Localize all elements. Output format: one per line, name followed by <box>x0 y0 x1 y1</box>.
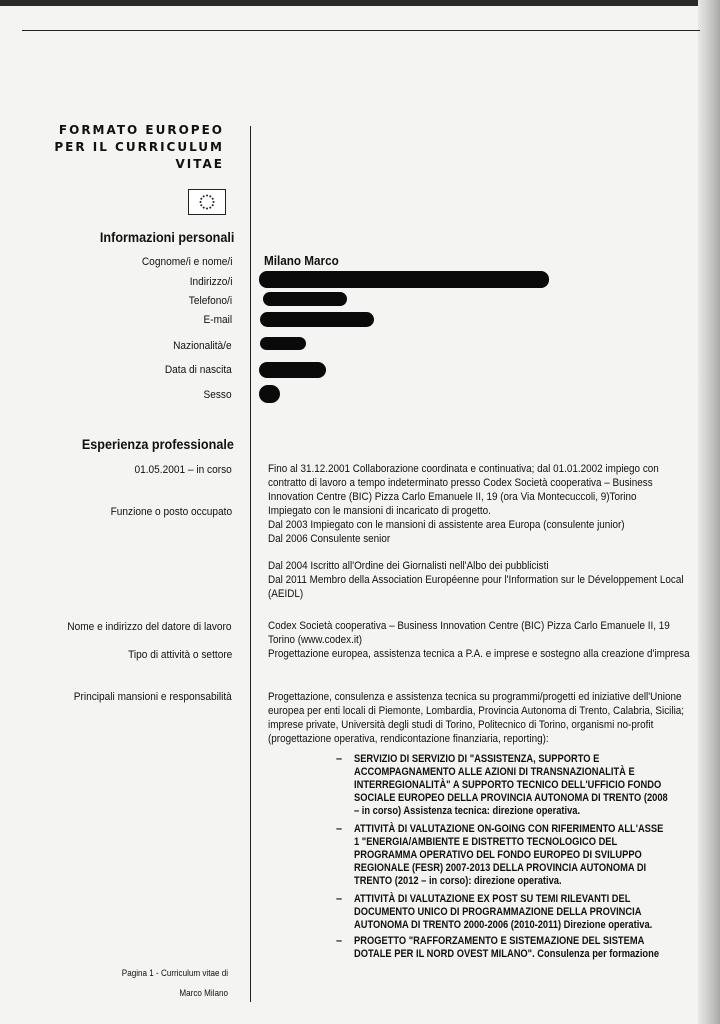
bullet-dash: – <box>336 823 343 835</box>
format-title-line: FORMATO EUROPEO <box>58 123 224 137</box>
redaction-bar <box>259 362 326 378</box>
duties-line: europea per enti locali di Piemonte, Lombardia, Provincia Autonoma di Trento, Calabria, Sicilia; <box>268 705 685 717</box>
redaction-bar <box>260 312 374 327</box>
employer-line: Torino (www.codex.it) <box>268 634 363 646</box>
role-line: Impiegato con le mansioni di incaricato di progetto. <box>268 505 491 517</box>
label-employer: Nome e indirizzo del datore di lavoro <box>67 621 232 633</box>
label-phone: Telefono/i <box>188 295 232 307</box>
duties-line: imprese private, Università degli studi di Torino, Politecnico di Torino, organismi no-profit <box>268 719 654 731</box>
bullet-line: ACCOMPAGNAMENTO ALLE AZIONI DI TRANSNAZIONALITÀ E <box>354 766 635 778</box>
label-duties: Principali mansioni e responsabilità <box>73 691 232 703</box>
bullet-line: AUTONOMA DI TRENTO 2000-2006 (2010-2011) Direzione operativa. <box>354 919 653 931</box>
bullet-dash: – <box>336 753 343 765</box>
scan-right-edge <box>698 0 720 1024</box>
role-line: contratto di lavoro a tempo indeterminato presso Codex Società cooperativa – Business <box>268 477 653 489</box>
eu-flag-icon <box>188 189 226 215</box>
label-sector: Tipo di attività o settore <box>127 649 232 661</box>
redaction-bar <box>259 271 549 288</box>
redaction-bar <box>259 385 280 403</box>
bullet-line: INTERREGIONALITÀ" A SUPPORTO TECNICO DELL'UFFICIO FONDO <box>354 779 662 791</box>
role-line: Dal 2003 Impiegato con le mansioni di assistente area Europa (consulente junior) <box>268 519 625 531</box>
duties-line: Progettazione, consulenza e assistenza tecnica su programmi/progetti ed iniziative dell'Unione <box>268 691 682 703</box>
role-line: Fino al 31.12.2001 Collaborazione coordinata e continuativa; dal 01.01.2002 impiego con <box>268 463 659 475</box>
extra-line: Dal 2011 Membro della Association Européenne pour l'Information sur le Développement Local <box>268 574 684 586</box>
bullet-dash: – <box>336 935 343 947</box>
bullet-line: ATTIVITÀ DI VALUTAZIONE EX POST SU TEMI RILEVANTI DEL <box>354 893 631 905</box>
sector-text: Progettazione europea, assistenza tecnica a P.A. e imprese e sostegno alla creazione d'impresa <box>268 648 690 660</box>
person-name: Milano Marco <box>264 253 339 268</box>
format-title-line: PER IL CURRICULUM <box>54 140 224 154</box>
extra-line: (AEIDL) <box>268 588 304 600</box>
bullet-line: REGIONALE (FESR) 2007-2013 DELLA PROVINCIA AUTONOMA DI <box>354 862 647 874</box>
label-role: Funzione o posto occupato <box>110 506 232 518</box>
label-sex: Sesso <box>203 389 232 401</box>
role-line: Innovation Centre (BIC) Pizza Carlo Emanuele II, 19 (ora Via Montecuccoli, 9)Torino <box>268 491 637 503</box>
bullet-line: – in corso) Assistenza tecnica: direzione operativa. <box>354 805 581 817</box>
top-rule <box>22 30 700 31</box>
bullet-line: PROGETTO "RAFFORZAMENTO E SISTEMAZIONE DEL SISTEMA <box>354 935 645 947</box>
format-title <box>40 122 224 173</box>
column-divider <box>250 126 251 1002</box>
page-footer-line: Marco Milano <box>179 988 228 998</box>
bullet-line: SERVIZIO DI SERVIZIO DI "ASSISTENZA, SUPPORTO E <box>354 753 600 765</box>
role-line: Dal 2006 Consulente senior <box>268 533 391 545</box>
label-nationality: Nazionalità/e <box>173 340 232 352</box>
scan-top-edge <box>0 0 720 6</box>
bullet-line: DOCUMENTO UNICO DI PROGRAMMAZIONE DELLA PROVINCIA <box>354 906 642 918</box>
label-email: E-mail <box>203 314 232 326</box>
duties-line: (progettazione operativa, rendicontazione finanziaria, reporting): <box>268 733 549 745</box>
bullet-line: SOCIALE EUROPEO DELLA PROVINCIA AUTONOMA DI TRENTO (2008 <box>354 792 668 804</box>
page-footer-line: Pagina 1 - Curriculum vitae di <box>121 968 228 978</box>
bullet-line: DOTALE PER IL NORD OVEST MILANO". Consulenza per formazione <box>354 948 660 960</box>
label-dates: 01.05.2001 – in corso <box>134 464 232 476</box>
personal-info-heading: Informazioni personali <box>99 229 234 245</box>
format-title-line: VITAE <box>175 157 224 171</box>
bullet-line: ATTIVITÀ DI VALUTAZIONE ON-GOING CON RIFERIMENTO ALL'ASSE <box>354 823 664 835</box>
extra-line: Dal 2004 Iscritto all'Ordine dei Giornalisti nell'Albo dei pubblicisti <box>268 560 549 572</box>
label-name: Cognome/i e nome/i <box>141 256 232 268</box>
bullet-line: PROGRAMMA OPERATIVO DEL FONDO EUROPEO DI SVILUPPO <box>354 849 642 861</box>
bullet-dash: – <box>336 893 343 905</box>
label-birthdate: Data di nascita <box>165 364 232 376</box>
bullet-line: 1 "ENERGIA/AMBIENTE E DISTRETTO TECNOLOGICO DEL <box>354 836 618 848</box>
redaction-bar <box>260 337 306 350</box>
redaction-bar <box>263 292 347 306</box>
employer-line: Codex Società cooperativa – Business Innovation Centre (BIC) Pizza Carlo Emanuele II, 19 <box>268 620 670 632</box>
experience-heading: Esperienza professionale <box>82 436 234 452</box>
bullet-line: TRENTO (2012 – in corso): direzione operativa. <box>354 875 562 887</box>
label-address: Indirizzo/i <box>189 276 232 288</box>
